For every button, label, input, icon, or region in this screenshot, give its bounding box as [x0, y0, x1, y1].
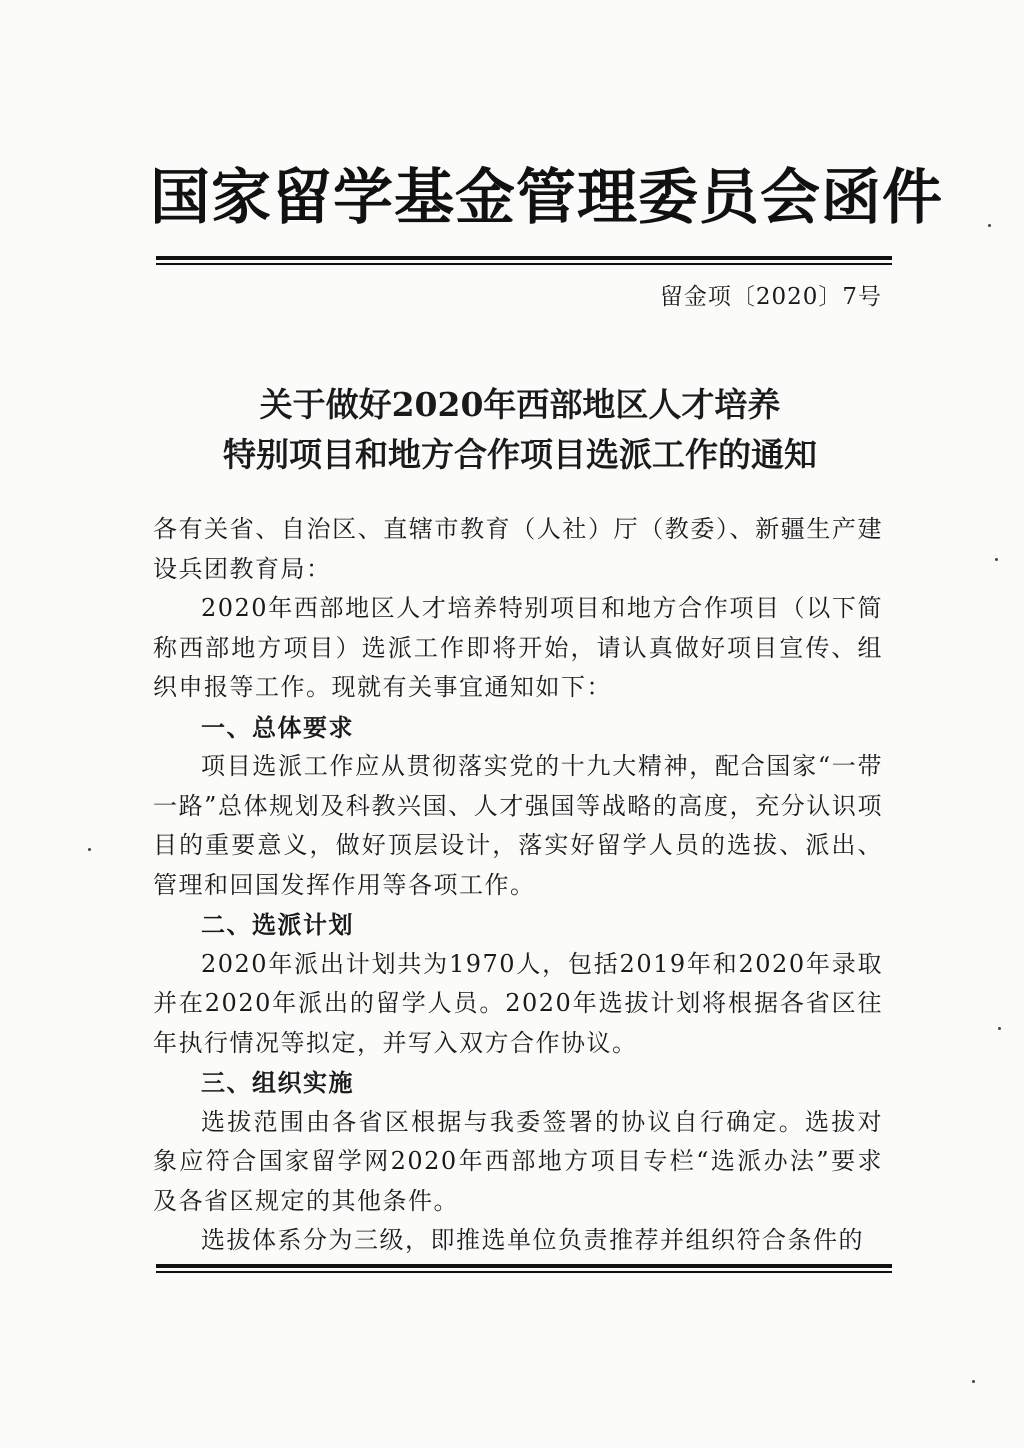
notice-title — [150, 380, 890, 480]
section-2-paragraph: 2020年派出计划共为1970人，包括2019年和2020年录取并在2020年派出的留学人员。2020年选拔计划将根据各省区往年执行情况等拟定，并写入双方合作协议。 — [153, 949, 883, 1057]
section-3-paragraph-2: 选拔体系分为三级，即推选单位负责推荐并组织符合条件的 — [201, 1226, 864, 1254]
intro-paragraph: 2020年西部地区人才培养特别项目和地方合作项目（以下简称西部地方项目）选派工作即将开始，请认真做好项目宣传、组织申报等工作。现就有关事宜通知如下： — [153, 594, 883, 701]
section-2-heading: 二、选派计划 — [201, 910, 354, 939]
document-number: 留金项〔2020〕7号 — [659, 284, 882, 310]
section-3-paragraph-1: 选拔范围由各省区根据与我委签署的协议自行确定。选拔对象应符合国家留学网2020年西部地方项目专栏“选派办法”要求及各省区规定的其他条件。 — [153, 1107, 883, 1215]
notice-title-line-1: 关于做好2020年西部地区人才培养 — [259, 385, 781, 424]
notice-title-line-2: 特别项目和地方合作项目选派工作的通知 — [223, 435, 817, 474]
salutation: 各有关省、自治区、直辖市教育（人社）厅（教委）、新疆生产建设兵团教育局： — [153, 515, 883, 583]
letterhead-title: 国家留学基金管理委员会函件 — [150, 163, 943, 233]
section-3-heading: 三、组织实施 — [201, 1068, 354, 1097]
notice-body — [153, 510, 883, 1261]
section-1-heading: 一、总体要求 — [201, 712, 354, 742]
header-divider — [156, 256, 892, 265]
section-1-paragraph: 项目选派工作应从贯彻落实党的十九大精神，配合国家“一带一路”总体规划及科教兴国、人才强国等战略的高度，充分认识项目的重要意义，做好顶层设计，落实好留学人员的选拔、派出、管理和回国发挥作用等各项工作。 — [153, 752, 883, 899]
footer-divider — [156, 1264, 892, 1273]
